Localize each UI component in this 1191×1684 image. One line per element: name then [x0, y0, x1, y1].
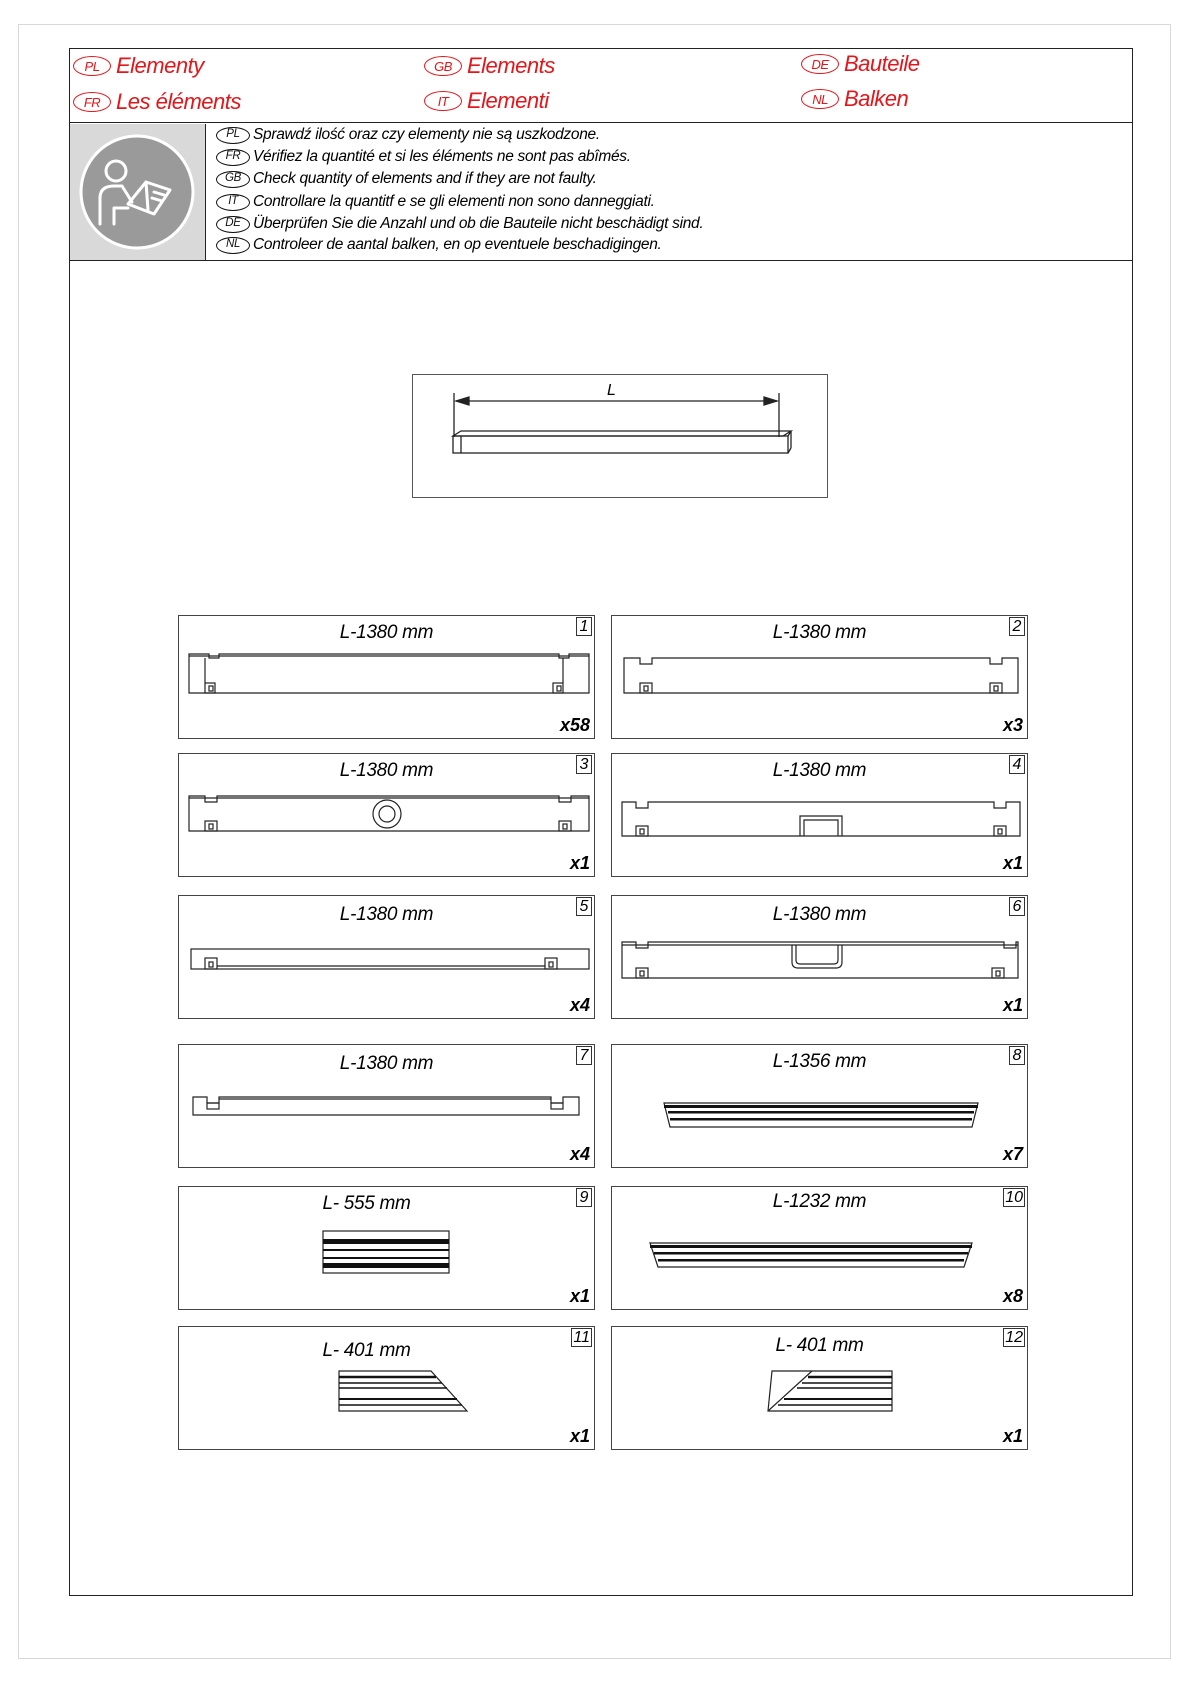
part-number: 2: [1009, 617, 1025, 636]
part-card: [178, 1326, 595, 1450]
part-quantity: x1: [569, 853, 590, 873]
instruction-line: [216, 148, 631, 166]
part-number: 9: [576, 1188, 592, 1207]
part-card: [178, 615, 595, 739]
part-quantity: x3: [1002, 715, 1023, 735]
part-length: L-1380 mm: [772, 622, 867, 643]
flag-nl-badge: NL: [801, 89, 839, 109]
beam-profile-drawing: [612, 616, 1029, 740]
lang-badge: NL: [216, 237, 250, 254]
part-length: L-1380 mm: [339, 622, 434, 643]
part-length: L-1380 mm: [772, 760, 867, 781]
instruction-line: [216, 193, 655, 211]
part-number: 8: [1009, 1046, 1025, 1065]
instruction-line: [216, 170, 597, 188]
part-number: 1: [576, 617, 592, 636]
part-card: [178, 1044, 595, 1168]
lang-badge: PL: [216, 127, 250, 144]
part-card: [611, 1326, 1028, 1450]
instruction-text: Überprüfen Sie die Anzahl und ob die Bauteile nicht beschädigt sind.: [253, 215, 704, 232]
beam-profile-drawing: [179, 1045, 596, 1169]
part-quantity: x1: [569, 1426, 590, 1446]
instruction-text: Controleer de aantal balken, en op eventuele beschadigingen.: [253, 236, 662, 253]
heading-de: [801, 51, 920, 77]
part-quantity: x1: [1002, 995, 1023, 1015]
flag-gb-badge: GB: [424, 56, 462, 76]
beam-profile-drawing: [612, 896, 1029, 1020]
part-quantity: x1: [1002, 853, 1023, 873]
beam-profile-drawing: [612, 754, 1029, 878]
part-length: L-1380 mm: [339, 1053, 434, 1074]
part-length: L-1356 mm: [772, 1051, 867, 1072]
heading-pl: [73, 53, 204, 79]
part-card: [178, 1186, 595, 1310]
part-length: L-1232 mm: [772, 1191, 867, 1212]
trim-profile-drawing: [612, 1327, 1029, 1451]
heading-row: [69, 48, 1133, 122]
heading-text: Bauteile: [844, 51, 920, 76]
lang-badge: FR: [216, 149, 250, 166]
part-card: [611, 1186, 1028, 1310]
part-number: 4: [1009, 755, 1025, 774]
flag-de-badge: DE: [801, 54, 839, 74]
instruction-text: Sprawdź ilość oraz czy elementy nie są uszkodzone.: [253, 126, 600, 143]
part-card: [611, 895, 1028, 1019]
part-quantity: x4: [569, 1144, 590, 1164]
part-number: 12: [1005, 1329, 1023, 1346]
part-card: [178, 895, 595, 1019]
part-number: 7: [576, 1046, 592, 1065]
divider: [69, 122, 1133, 123]
heading-text: Elementi: [467, 88, 549, 113]
trim-profile-drawing: [612, 1045, 1029, 1169]
lang-badge: IT: [216, 194, 250, 211]
part-length: L- 401 mm: [322, 1340, 411, 1361]
beam-profile-drawing: [179, 754, 596, 878]
instruction-text: Vérifiez la quantité et si les éléments ne sont pas abîmés.: [253, 148, 631, 165]
part-card: [178, 753, 595, 877]
beam-profile-drawing: [179, 616, 596, 740]
part-quantity: x1: [1002, 1426, 1023, 1446]
part-card: [611, 615, 1028, 739]
length-label: L: [607, 382, 616, 399]
part-length: L- 555 mm: [322, 1193, 411, 1214]
part-number: 11: [573, 1329, 590, 1346]
part-length: L- 401 mm: [775, 1335, 864, 1356]
part-quantity: x8: [1002, 1286, 1023, 1306]
beam-reference-drawing: [413, 375, 829, 499]
part-number: 3: [576, 755, 592, 774]
part-quantity: x1: [569, 1286, 590, 1306]
heading-it: [424, 88, 549, 114]
part-number: 10: [1005, 1189, 1023, 1206]
read-manual-icon-box: [70, 124, 206, 260]
part-card: [611, 1044, 1028, 1168]
trim-profile-drawing: [179, 1327, 596, 1451]
flag-pl-badge: PL: [73, 56, 111, 76]
part-quantity: x7: [1002, 1144, 1023, 1164]
lang-badge: DE: [216, 216, 250, 233]
read-manual-icon: [70, 124, 204, 260]
heading-text: Balken: [844, 86, 909, 111]
heading-gb: [424, 53, 555, 79]
heading-fr: [73, 89, 241, 115]
heading-nl: [801, 86, 908, 112]
part-length: L-1380 mm: [339, 760, 434, 781]
beam-profile-drawing: [179, 896, 596, 1020]
instruction-line: [216, 126, 600, 144]
instruction-line: [216, 215, 703, 233]
heading-text: Elements: [467, 53, 555, 78]
part-quantity: x58: [559, 715, 590, 735]
part-length: L-1380 mm: [339, 904, 434, 925]
divider: [69, 260, 1133, 261]
lang-badge: GB: [216, 171, 250, 188]
heading-text: Les éléments: [116, 89, 241, 114]
length-reference-diagram: [412, 374, 828, 498]
instruction-text: Controllare la quantitf e se gli elementi non sono danneggiati.: [253, 193, 655, 210]
part-card: [611, 753, 1028, 877]
flag-fr-badge: FR: [73, 92, 111, 112]
part-quantity: x4: [569, 995, 590, 1015]
part-length: L-1380 mm: [772, 904, 867, 925]
trim-profile-drawing: [179, 1187, 596, 1311]
part-number: 6: [1009, 897, 1025, 916]
flag-it-badge: IT: [424, 91, 462, 111]
trim-profile-drawing: [612, 1187, 1029, 1311]
part-number: 5: [576, 897, 592, 916]
instruction-line: [216, 236, 662, 254]
heading-text: Elementy: [116, 53, 204, 78]
instruction-text: Check quantity of elements and if they are not faulty.: [253, 170, 597, 187]
